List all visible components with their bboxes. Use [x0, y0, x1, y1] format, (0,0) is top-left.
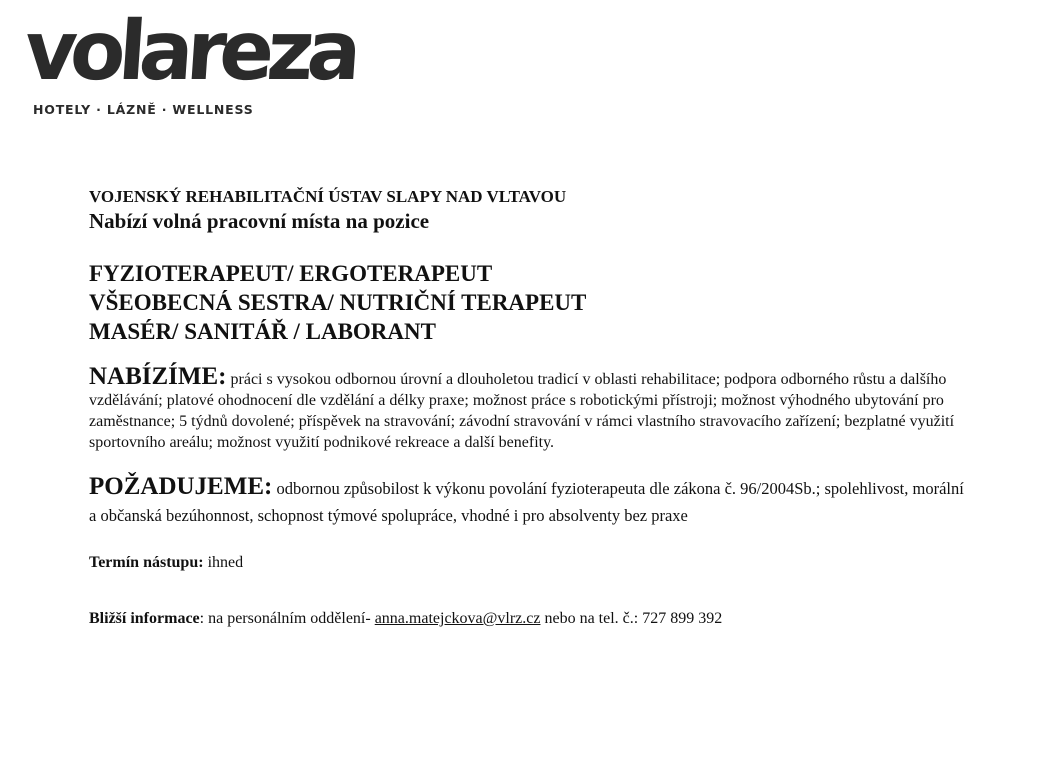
job-ad-content [89, 186, 969, 629]
position-line: VŠEOBECNÁ SESTRA/ NUTRIČNÍ TERAPEUT [89, 290, 587, 315]
offer-label: NABÍZÍME: [89, 363, 227, 390]
start-date-section [89, 553, 969, 573]
contact-label: Bližší informace [89, 610, 200, 627]
contact-text-after: nebo na tel. č.: 727 899 392 [540, 610, 723, 627]
offer-text: práci s vysokou odbornou úrovní a dlouholetou tradicí v oblasti rehabilitace; podpora odborného růstu a dalšího vzdělávání; platové ohodnocení dle vzdělání a délky praxe; možnost práce s robotickými přístroji; možnost výhodného ubytování pro zaměstnance; 5 týdnů dovolené; příspěvek na stravování; závodní stravování v rámci vlastního stravovacího zařízení; bezplatné využití sportovního areálu; možnost využití podnikové rekreace a další benefity. [89, 371, 955, 451]
offer-section [89, 363, 959, 453]
institution-name: VOJENSKÝ REHABILITAČNÍ ÚSTAV SLAPY NAD VLTAVOU [89, 187, 567, 206]
requirements-section [89, 473, 969, 529]
positions-list [89, 259, 969, 346]
logo-tagline: HOTELY · LÁZNĚ · WELLNESS [33, 102, 254, 117]
contact-section [89, 609, 969, 629]
volareza-logo [21, 4, 358, 117]
logo-wordmark: volareza [21, 4, 358, 99]
position-line: FYZIOTERAPEUT/ ERGOTERAPEUT [89, 261, 493, 286]
start-label: Termín nástupu: [89, 554, 204, 571]
contact-email-link[interactable]: anna.matejckova@vlrz.cz [374, 610, 541, 627]
requirements-text: odbornou způsobilost k výkonu povolání fyzioterapeuta dle zákona č. 96/2004Sb.; spolehlivost, morální a občanská bezúhonnost, schopnost týmové spolupráce, vhodné i pro absolventy bez praxe [89, 479, 964, 525]
contact-text-before: : na personálním oddělení- [199, 610, 375, 627]
ad-subtitle: Nabízí volná pracovní místa na pozice [89, 209, 430, 233]
requirements-label: POŽADUJEME: [89, 473, 273, 500]
position-line: MASÉR/ SANITÁŘ / LABORANT [89, 319, 436, 344]
start-value: ihned [203, 554, 244, 571]
